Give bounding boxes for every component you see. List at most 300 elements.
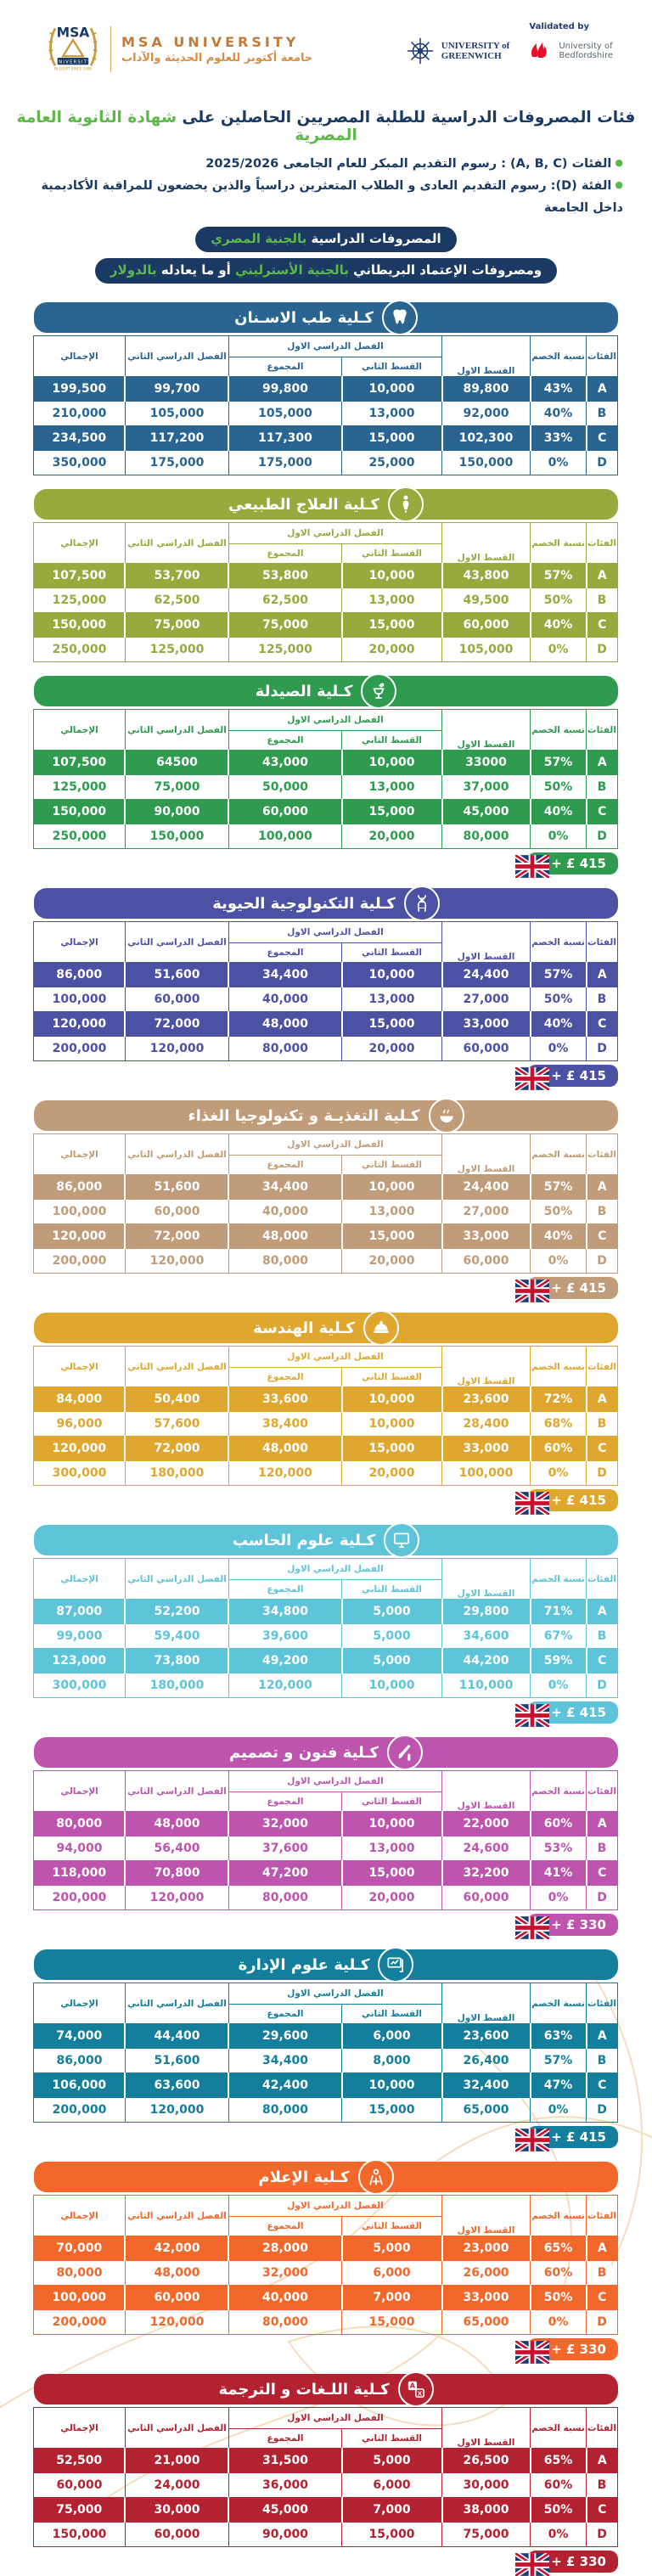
cell-grand: 123,000 (33, 1649, 125, 1673)
uk-flag-icon (515, 2553, 549, 2576)
badge-row (34, 852, 618, 875)
bedfordshire-line2: Bedfordshire (559, 51, 613, 60)
bedfordshire-line1: University of (559, 41, 613, 51)
faculty-title: كـلية علوم الإدارة (238, 1955, 370, 1974)
cell-discount: 40% (531, 613, 587, 638)
cell-inst2: 6,000 (342, 2261, 442, 2286)
cell-total: 100,000 (228, 824, 341, 849)
col-header-second-semester: الفصل الدراسي الثاني (125, 2408, 228, 2449)
board-chart-icon (378, 1947, 413, 1983)
cell-inst1: 23,000 (442, 2236, 531, 2261)
cell-cat: A (597, 756, 607, 770)
table-header-row-1 (33, 1134, 617, 1156)
cell-discount: 57% (531, 2049, 587, 2073)
cell-inst1: 26,400 (442, 2049, 531, 2073)
cell-sem2: 120,000 (125, 1249, 228, 1274)
fee-row-A (33, 2236, 617, 2261)
cell-grand: 80,000 (33, 1812, 125, 1836)
cell-inst2: 8,000 (342, 2049, 442, 2073)
badge-label: + £ 330 (551, 2554, 606, 2570)
cell-cat: A (597, 569, 607, 583)
cell-inst1: 105,000 (442, 638, 531, 662)
cell-cat: D (587, 1461, 618, 1486)
cell-sem2: 62,500 (125, 588, 228, 613)
gbp-pill-text1: ومصروفات الإعتماد البريطاني (348, 262, 542, 278)
cell-grand: 86,000 (33, 963, 125, 987)
cell-grand: 70,000 (33, 2236, 125, 2261)
col-header-first-semester: الفصل الدراسي الاول (228, 2408, 441, 2429)
col-header-categories: الفئات (587, 2408, 618, 2449)
fee-row-D (33, 2098, 617, 2123)
cell-inst1: 80,000 (442, 824, 531, 849)
cell-discount: 57% (531, 564, 587, 588)
faculty-title-bar (34, 489, 618, 520)
uk-flag-icon (515, 1704, 549, 1727)
cell-grand: 94,000 (33, 1836, 125, 1861)
cell-cat: B (587, 987, 618, 1012)
dna-icon (404, 886, 440, 921)
cell-inst1: 38,000 (442, 2498, 531, 2523)
cell-grand: 350,000 (33, 451, 125, 475)
faculty-tables (0, 302, 652, 2573)
cell-discount: 40% (531, 1012, 587, 1037)
flame-icon (521, 34, 555, 68)
table-header-row-1 (33, 710, 617, 731)
fee-row-C (33, 2073, 617, 2098)
cell-inst1: 26,000 (442, 2261, 531, 2286)
fee-row-D (33, 1886, 617, 1910)
cell-inst1: 24,600 (442, 1836, 531, 1861)
cell-total: 40,000 (228, 1200, 341, 1224)
col-header-second-installment: القسط الثاني (342, 943, 442, 963)
faculty-section (34, 1737, 618, 1936)
cell-cat: C (587, 613, 618, 638)
cell-sem2: 99,700 (125, 377, 228, 402)
cell-sem2: 64500 (125, 751, 228, 775)
cell-sem2: 51,600 (125, 963, 228, 987)
cell-cat: B (587, 1836, 618, 1861)
cell-total: 43,000 (228, 751, 341, 775)
gbp-pill-highlight1: بالجنية الأسترليني (235, 262, 349, 278)
fee-row-D (33, 451, 617, 475)
faculty-title: كـلية الإعلام (258, 2168, 350, 2186)
cell-discount: 0% (531, 2310, 587, 2335)
bullet-icon: ● (615, 179, 623, 191)
col-header-second-semester: الفصل الدراسي الثاني (125, 523, 228, 564)
cell-total: 80,000 (228, 2310, 341, 2335)
cell-total: 33,600 (228, 1387, 341, 1412)
cell-total: 175,000 (228, 451, 341, 475)
cell-inst1: 27,000 (442, 1200, 531, 1224)
cell-sem2: 72,000 (125, 1012, 228, 1037)
page-title-highlight: شهادة الثانوية العامة المصرية (16, 109, 357, 144)
fee-row-B (33, 987, 617, 1012)
cell-sem2: 60,000 (125, 987, 228, 1012)
cell-sem2: 52,200 (125, 1600, 228, 1624)
cell-inst1: 32,400 (442, 2073, 531, 2098)
cell-total: 34,800 (228, 1600, 341, 1624)
fees-table (33, 1558, 618, 1698)
col-header-first-semester: الفصل الدراسي الاول (228, 710, 441, 731)
badge-row (34, 1914, 618, 1936)
cell-total: 40,000 (228, 987, 341, 1012)
cell-grand: 100,000 (33, 987, 125, 1012)
cell-discount: 40% (531, 402, 587, 426)
cell-inst2: 25,000 (342, 451, 442, 475)
cell-inst2: 15,000 (342, 1224, 442, 1249)
cell-inst1: 100,000 (442, 1461, 531, 1486)
uk-fee-badge (527, 1065, 618, 1087)
cell-discount: 60% (531, 1437, 587, 1461)
cell-grand: 210,000 (33, 402, 125, 426)
cell-sem2: 56,400 (125, 1836, 228, 1861)
col-header-discount: نسبة الخصم (531, 1134, 587, 1175)
cell-total: 90,000 (228, 2523, 341, 2547)
cell-grand: 150,000 (33, 800, 125, 824)
greenwich-line1: UNIVERSITY of (441, 40, 510, 51)
col-header-first-installment: القسط الاول (442, 1559, 531, 1600)
cell-inst1: 92,000 (442, 402, 531, 426)
cell-total: 62,500 (228, 588, 341, 613)
col-header-first-semester: الفصل الدراسي الاول (228, 922, 441, 943)
gbp-pill-text2: أو ما يعادله (156, 262, 236, 278)
cell-total: 28,000 (228, 2236, 341, 2261)
fees-table (33, 335, 618, 475)
cell-cat: A (597, 2454, 607, 2468)
table-header-row-1 (33, 2196, 617, 2217)
cell-total: 48,000 (228, 1224, 341, 1249)
col-header-first-installment: القسط الاول (442, 1347, 531, 1387)
cell-sem2: 175,000 (125, 451, 228, 475)
col-header-discount: نسبة الخصم (531, 1347, 587, 1387)
cell-inst2: 13,000 (342, 588, 442, 613)
cell-inst1: 110,000 (442, 1673, 531, 1698)
cell-cat: C (587, 1861, 618, 1886)
cell-sem2: 125,000 (125, 638, 228, 662)
cell-inst1: 24,400 (442, 963, 531, 987)
col-header-second-semester: الفصل الدراسي الثاني (125, 1134, 228, 1175)
col-header-grand-total: الإجمالي (33, 710, 125, 751)
egp-fees-pill (195, 227, 456, 252)
cell-inst2: 10,000 (342, 1387, 442, 1412)
faculty-title: كـلية العلاج الطبيعي (228, 495, 380, 514)
cell-inst2: 15,000 (342, 613, 442, 638)
badge-label: + £ 415 (551, 1705, 606, 1721)
cell-discount: 68% (531, 1412, 587, 1437)
faculty-section (34, 1525, 618, 1724)
table-header-row-1 (33, 1559, 617, 1580)
cell-cat: B (587, 1624, 618, 1649)
cell-inst2: 15,000 (342, 2523, 442, 2547)
cell-grand: 86,000 (33, 2049, 125, 2073)
cell-grand: 107,500 (33, 564, 125, 588)
fee-row-A (33, 564, 617, 588)
cell-inst1: 27,000 (442, 987, 531, 1012)
cell-cat: D (587, 1249, 618, 1274)
faculty-title-bar (34, 676, 618, 706)
cell-cat: D (587, 1673, 618, 1698)
fee-row-B (33, 2473, 617, 2498)
cell-cat: C (587, 1649, 618, 1673)
cell-grand: 250,000 (33, 824, 125, 849)
cell-total: 42,400 (228, 2073, 341, 2098)
col-header-discount: نسبة الخصم (531, 710, 587, 751)
egp-pill-text: المصروفات الدراسية (306, 231, 441, 247)
uk-flag-icon (515, 2341, 549, 2364)
fee-row-A (33, 1175, 617, 1200)
fees-table (33, 1346, 618, 1486)
cell-discount: 0% (531, 638, 587, 662)
badge-row (34, 1489, 618, 1511)
cell-sem2: 30,000 (125, 2498, 228, 2523)
cell-total: 37,600 (228, 1836, 341, 1861)
badge-row (34, 1065, 618, 1087)
col-header-second-installment: القسط الثاني (342, 2217, 442, 2236)
table-header-row-1 (33, 523, 617, 544)
cell-inst1: 28,400 (442, 1412, 531, 1437)
cell-sem2: 150,000 (125, 824, 228, 849)
cell-discount: 59% (531, 1649, 587, 1673)
cell-sem2: 48,000 (125, 2261, 228, 2286)
cell-total: 80,000 (228, 1037, 341, 1061)
cell-inst1: 65,000 (442, 2310, 531, 2335)
msa-names (121, 34, 312, 65)
cell-inst1: 60,000 (442, 1037, 531, 1061)
faculty-title-bar (34, 302, 618, 333)
cell-total: 31,500 (228, 2449, 341, 2473)
col-header-second-semester: الفصل الدراسي الثاني (125, 1983, 228, 2024)
col-header-first-semester: الفصل الدراسي الاول (228, 336, 441, 357)
col-header-categories: الفئات (587, 2196, 618, 2236)
cell-sem2: 60,000 (125, 1200, 228, 1224)
cell-cat: C (587, 426, 618, 451)
col-header-grand-total: الإجمالي (33, 2408, 125, 2449)
bullet-icon: ● (615, 157, 623, 168)
faculty-title: كـلية التكنولوجية الحيوية (212, 894, 396, 913)
cell-grand: 120,000 (33, 1012, 125, 1037)
faculty-title-bar (34, 1100, 618, 1131)
fee-row-C (33, 1861, 617, 1886)
cell-total: 32,000 (228, 2261, 341, 2286)
cell-inst2: 13,000 (342, 1200, 442, 1224)
cell-sem2: 63,600 (125, 2073, 228, 2098)
cell-sem2: 73,800 (125, 1649, 228, 1673)
col-header-first-installment: القسط الاول (442, 1771, 531, 1812)
cell-grand: 234,500 (33, 426, 125, 451)
table-header-row-1 (33, 2408, 617, 2429)
cell-inst2: 15,000 (342, 1437, 442, 1461)
note-category-d-text: الفئة (D): رسوم التقديم العادى و الطلاب المتعثرين دراسياً والذين يخضعون للمراقبة الأكاديمية داخل الجامعة (41, 179, 623, 216)
cell-grand: 60,000 (33, 2473, 125, 2498)
col-header-semester-sum: المجموع (228, 1580, 341, 1600)
fee-row-B (33, 402, 617, 426)
msa-ribbon-label: UNIVERSITY (54, 59, 92, 65)
cell-grand: 125,000 (33, 775, 125, 800)
cell-discount: 50% (531, 775, 587, 800)
monitor-icon (384, 1522, 419, 1558)
col-header-second-installment: القسط الثاني (342, 1792, 442, 1812)
cell-discount: 50% (531, 588, 587, 613)
col-header-grand-total: الإجمالي (33, 2196, 125, 2236)
fee-row-A (33, 1812, 617, 1836)
col-header-second-semester: الفصل الدراسي الثاني (125, 922, 228, 963)
note-category-d (29, 175, 623, 219)
cell-grand: 87,000 (33, 1600, 125, 1624)
col-header-first-semester: الفصل الدراسي الاول (228, 1771, 441, 1792)
cell-discount: 0% (531, 2098, 587, 2123)
cell-inst2: 10,000 (342, 751, 442, 775)
cell-grand: 96,000 (33, 1412, 125, 1437)
cell-grand: 120,000 (33, 1437, 125, 1461)
cell-inst2: 5,000 (342, 1624, 442, 1649)
cell-discount: 50% (531, 987, 587, 1012)
cell-sem2: 50,400 (125, 1387, 228, 1412)
col-header-discount: نسبة الخصم (531, 523, 587, 564)
faculty-title: كـلية اللـغات و الترجمة (218, 2380, 390, 2399)
uk-flag-icon (515, 1280, 549, 1302)
faculty-title-bar (34, 2162, 618, 2192)
fees-table (33, 709, 618, 849)
cell-cat: A (597, 1392, 607, 1407)
cell-grand: 150,000 (33, 613, 125, 638)
col-header-semester-sum: المجموع (228, 357, 341, 377)
col-header-categories: الفئات (587, 523, 618, 564)
cell-discount: 0% (531, 1249, 587, 1274)
faculty-section (34, 1313, 618, 1511)
cell-sem2: 120,000 (125, 1037, 228, 1061)
cell-inst1: 37,000 (442, 775, 531, 800)
col-header-semester-sum: المجموع (228, 1368, 341, 1387)
cell-grand: 200,000 (33, 2098, 125, 2123)
faculty-title-bar (34, 1525, 618, 1555)
cell-cat: B (587, 2049, 618, 2073)
cell-total: 36,000 (228, 2473, 341, 2498)
col-header-second-installment: القسط الثاني (342, 2005, 442, 2024)
cell-total: 34,400 (228, 2049, 341, 2073)
col-header-semester-sum: المجموع (228, 1156, 341, 1175)
cell-discount: 50% (531, 2498, 587, 2523)
cell-cat: B (587, 2261, 618, 2286)
cell-total: 45,000 (228, 2498, 341, 2523)
faculty-title-bar (34, 1949, 618, 1980)
logo-divider (110, 26, 111, 72)
cell-grand: 118,000 (33, 1861, 125, 1886)
cell-inst1: 33000 (442, 751, 531, 775)
table-header-row-1 (33, 1983, 617, 2005)
cell-grand: 200,000 (33, 1886, 125, 1910)
col-header-first-installment: القسط الاول (442, 2408, 531, 2449)
col-header-semester-sum: المجموع (228, 2005, 341, 2024)
cell-grand: 75,000 (33, 2498, 125, 2523)
currency-pills (0, 227, 652, 284)
cell-inst1: 32,200 (442, 1861, 531, 1886)
col-header-semester-sum: المجموع (228, 1792, 341, 1812)
col-header-semester-sum: المجموع (228, 2429, 341, 2449)
cell-inst2: 15,000 (342, 1012, 442, 1037)
greenwich-logo (404, 35, 510, 67)
cell-total: 60,000 (228, 800, 341, 824)
col-header-categories: الفئات (587, 922, 618, 963)
cell-total: 48,000 (228, 1012, 341, 1037)
faculty-title-bar (34, 888, 618, 919)
fee-row-A (33, 2449, 617, 2473)
cell-inst1: 49,500 (442, 588, 531, 613)
badge-label: + £ 330 (551, 2342, 606, 2358)
cell-cat: A (597, 1817, 607, 1831)
faculty-section (34, 2374, 618, 2573)
col-header-grand-total: الإجمالي (33, 922, 125, 963)
uk-fee-badge (527, 2126, 618, 2148)
cell-inst1: 24,400 (442, 1175, 531, 1200)
cell-cat: C (587, 1224, 618, 1249)
col-header-first-installment: القسط الاول (442, 2196, 531, 2236)
cell-discount: 0% (531, 824, 587, 849)
badge-row (34, 2126, 618, 2148)
cell-sem2: 60,000 (125, 2523, 228, 2547)
cell-inst1: 33,000 (442, 1012, 531, 1037)
cell-inst1: 44,200 (442, 1649, 531, 1673)
cell-cat: D (587, 1037, 618, 1061)
faculty-section (34, 676, 618, 875)
cell-discount: 57% (531, 1175, 587, 1200)
fee-row-A (33, 377, 617, 402)
cell-discount: 0% (531, 2523, 587, 2547)
cell-discount: 60% (531, 1812, 587, 1836)
cell-total: 47,200 (228, 1861, 341, 1886)
fee-row-C (33, 426, 617, 451)
cell-inst2: 10,000 (342, 1673, 442, 1698)
col-header-second-semester: الفصل الدراسي الثاني (125, 1347, 228, 1387)
cell-inst1: 102,300 (442, 426, 531, 451)
fee-row-D (33, 824, 617, 849)
cell-inst2: 10,000 (342, 2073, 442, 2098)
col-header-first-installment: القسط الاول (442, 523, 531, 564)
col-header-first-installment: القسط الاول (442, 922, 531, 963)
cell-sem2: 75,000 (125, 613, 228, 638)
cell-cat: B (587, 775, 618, 800)
col-header-discount: نسبة الخصم (531, 1559, 587, 1600)
fee-row-C (33, 1437, 617, 1461)
fee-row-C (33, 1224, 617, 1249)
col-header-second-installment: القسط الثاني (342, 1580, 442, 1600)
cell-sem2: 48,000 (125, 1812, 228, 1836)
cell-inst2: 20,000 (342, 1886, 442, 1910)
faculty-title: كـلية فنون و تصميم (228, 1743, 379, 1762)
greenwich-text (441, 41, 510, 61)
cell-sem2: 120,000 (125, 2310, 228, 2335)
col-header-categories: الفئات (587, 336, 618, 377)
cell-sem2: 180,000 (125, 1461, 228, 1486)
fee-row-C (33, 613, 617, 638)
faculty-title: كـلية التغذيـة و تكنولوجيا الغذاء (188, 1106, 420, 1125)
cell-discount: 0% (531, 1037, 587, 1061)
faculty-section (34, 1949, 618, 2148)
cell-sem2: 57,600 (125, 1412, 228, 1437)
cell-total: 99,800 (228, 377, 341, 402)
fee-row-B (33, 1624, 617, 1649)
brush-pencil-icon (387, 1735, 423, 1770)
fee-row-C (33, 800, 617, 824)
cell-grand: 250,000 (33, 638, 125, 662)
fee-row-B (33, 775, 617, 800)
col-header-grand-total: الإجمالي (33, 1134, 125, 1175)
fees-table (33, 921, 618, 1061)
col-header-discount: نسبة الخصم (531, 2408, 587, 2449)
cell-cat: D (587, 1886, 618, 1910)
cell-inst2: 20,000 (342, 824, 442, 849)
badge-row (34, 1701, 618, 1724)
col-header-discount: نسبة الخصم (531, 2196, 587, 2236)
